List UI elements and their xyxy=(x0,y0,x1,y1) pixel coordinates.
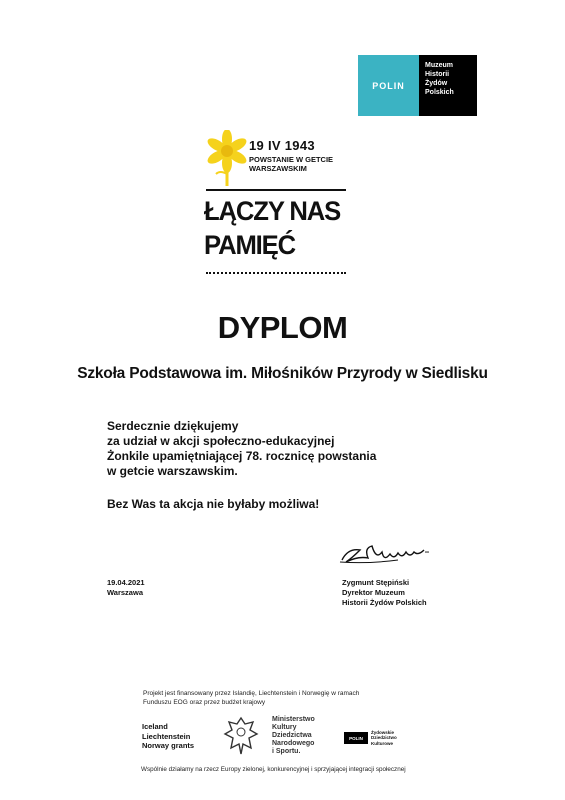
ministry-line: Dziedzictwa xyxy=(272,732,312,739)
body-text-line: w getcie warszawskim. xyxy=(107,464,238,478)
ministry-line: Ministerstwo xyxy=(272,716,315,723)
handwritten-signature xyxy=(338,540,430,568)
signatory-name: Zygmunt Stępiński xyxy=(342,578,410,587)
polish-eagle-emblem-icon xyxy=(223,714,259,758)
closing-line: Bez Was ta akcja nie byłaby możliwa! xyxy=(107,497,320,511)
issue-date: 19.04.2021 xyxy=(107,578,145,587)
polin-logo-line: Żydów xyxy=(425,80,448,87)
campaign-subtitle: POWSTANIE W GETCIE xyxy=(249,155,334,164)
polin-museum-logo xyxy=(358,55,477,116)
polin-logo-line: Polskich xyxy=(425,89,454,96)
polin-small-line: Żydowskie xyxy=(371,729,395,735)
body-text-line: Żonkile upamiętniającej 78. rocznicę powstania xyxy=(107,449,377,463)
footer-tagline: Wspólnie działamy na rzecz Europy zielonej, konkurencyjnej i sprzyjającej integracji społecznej xyxy=(141,766,406,773)
funding-note: Projekt jest finansowany przez Islandię, Liechtenstein i Norwegię w ramach xyxy=(143,690,360,697)
polin-logo-text xyxy=(419,55,477,116)
polin-logo-line: Muzeum xyxy=(425,62,453,69)
campaign-subtitle: WARSZAWSKIM xyxy=(249,164,307,173)
signatory-role: Dyrektor Muzeum xyxy=(342,588,405,597)
recipient-name: Szkoła Podstawowa im. Miłośników Przyrody w Siedlisku xyxy=(77,365,488,382)
ministry-logo xyxy=(272,716,315,756)
polin-heritage-logo xyxy=(344,726,402,750)
eea-grants-logo xyxy=(142,722,194,751)
signatory-org: Historii Żydów Polskich xyxy=(342,598,427,607)
funding-note: Funduszu EOG oraz przez budżet krajowy xyxy=(143,699,266,706)
grants-logo-line: Iceland xyxy=(142,722,168,731)
campaign-motto: PAMIĘĆ xyxy=(204,230,296,260)
polin-small-text xyxy=(371,730,397,747)
grants-logo-line: Liechtenstein xyxy=(142,731,191,741)
daffodil-icon xyxy=(206,130,248,186)
polin-small-line: Dziedzictwo xyxy=(371,735,397,741)
ministry-line: i Sportu. xyxy=(272,748,301,755)
polin-logo-mark xyxy=(358,55,419,116)
body-text-line: Serdecznie dziękujemy xyxy=(107,419,239,433)
ministry-line: Narodowego xyxy=(272,740,315,747)
grants-logo-line: Norway grants xyxy=(142,741,195,750)
body-text-line: za udział w akcji społeczno-edukacyjnej xyxy=(107,434,335,448)
polin-logo-mark-text: POLIN xyxy=(372,80,405,91)
divider xyxy=(206,189,346,191)
diploma-title: DYPLOM xyxy=(217,310,348,345)
dotted-divider xyxy=(206,272,346,274)
ministry-line: Kultury xyxy=(272,724,297,731)
polin-logo-line: Historii xyxy=(425,71,450,78)
polin-small-line: Kulturowe xyxy=(371,740,393,746)
polin-small-mark: POLIN xyxy=(344,732,368,744)
campaign-date: 19 IV 1943 xyxy=(249,138,315,153)
issue-place: Warszawa xyxy=(107,588,143,597)
campaign-motto: ŁĄCZY NAS xyxy=(204,196,341,226)
